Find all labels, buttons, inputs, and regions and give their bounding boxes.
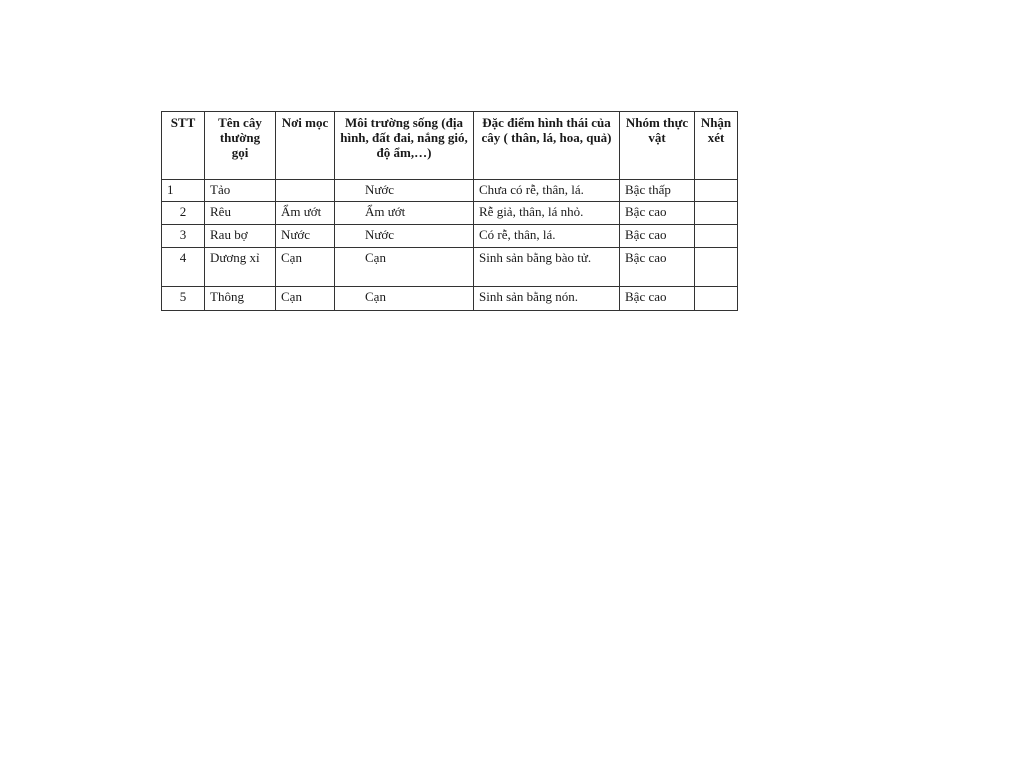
header-morphology: Đặc điểm hình thái của cây ( thân, lá, hoa, quả): [474, 112, 620, 180]
cell-note: [695, 225, 738, 248]
cell-name: Thông: [205, 287, 276, 311]
cell-note: [695, 202, 738, 225]
cell-group: Bậc thấp: [620, 180, 695, 202]
table-row: [162, 180, 738, 202]
cell-note: [695, 287, 738, 311]
table-row: [162, 287, 738, 311]
cell-stt: 5: [162, 287, 205, 311]
cell-stt: 2: [162, 202, 205, 225]
table-row: [162, 225, 738, 248]
header-stt: STT: [162, 112, 205, 180]
header-group: Nhóm thực vật: [620, 112, 695, 180]
cell-group: Bậc cao: [620, 202, 695, 225]
table-header-row: [162, 112, 738, 180]
cell-environment: Cạn: [335, 287, 474, 311]
cell-name: Dương xỉ: [205, 248, 276, 287]
cell-group: Bậc cao: [620, 287, 695, 311]
header-environment: Môi trường sống (địa hình, đất đai, nắng gió, độ ẩm,…): [335, 112, 474, 180]
cell-stt: 4: [162, 248, 205, 287]
cell-environment: Nước: [335, 180, 474, 202]
cell-group: Bậc cao: [620, 248, 695, 287]
cell-place: Cạn: [276, 287, 335, 311]
cell-note: [695, 180, 738, 202]
cell-environment: Cạn: [335, 248, 474, 287]
cell-name: Tảo: [205, 180, 276, 202]
cell-group: Bậc cao: [620, 225, 695, 248]
cell-name: Rau bợ: [205, 225, 276, 248]
cell-place: Cạn: [276, 248, 335, 287]
header-note: Nhận xét: [695, 112, 738, 180]
cell-note: [695, 248, 738, 287]
header-place: Nơi mọc: [276, 112, 335, 180]
cell-morphology: Sinh sản bằng nón.: [474, 287, 620, 311]
cell-stt: 3: [162, 225, 205, 248]
cell-environment: Nước: [335, 225, 474, 248]
cell-environment: Ẩm ướt: [335, 202, 474, 225]
cell-morphology: Có rễ, thân, lá.: [474, 225, 620, 248]
cell-place: Nước: [276, 225, 335, 248]
plant-classification-table: [161, 111, 738, 311]
cell-place: [276, 180, 335, 202]
cell-name: Rêu: [205, 202, 276, 225]
table-row: [162, 202, 738, 225]
cell-stt: 1: [162, 180, 205, 202]
cell-morphology: Sinh sản bằng bào tử.: [474, 248, 620, 287]
cell-morphology: Chưa có rễ, thân, lá.: [474, 180, 620, 202]
cell-place: Ẩm ướt: [276, 202, 335, 225]
header-name: Tên cây thường gọi: [205, 112, 276, 180]
cell-morphology: Rễ giả, thân, lá nhỏ.: [474, 202, 620, 225]
table-row: [162, 248, 738, 287]
